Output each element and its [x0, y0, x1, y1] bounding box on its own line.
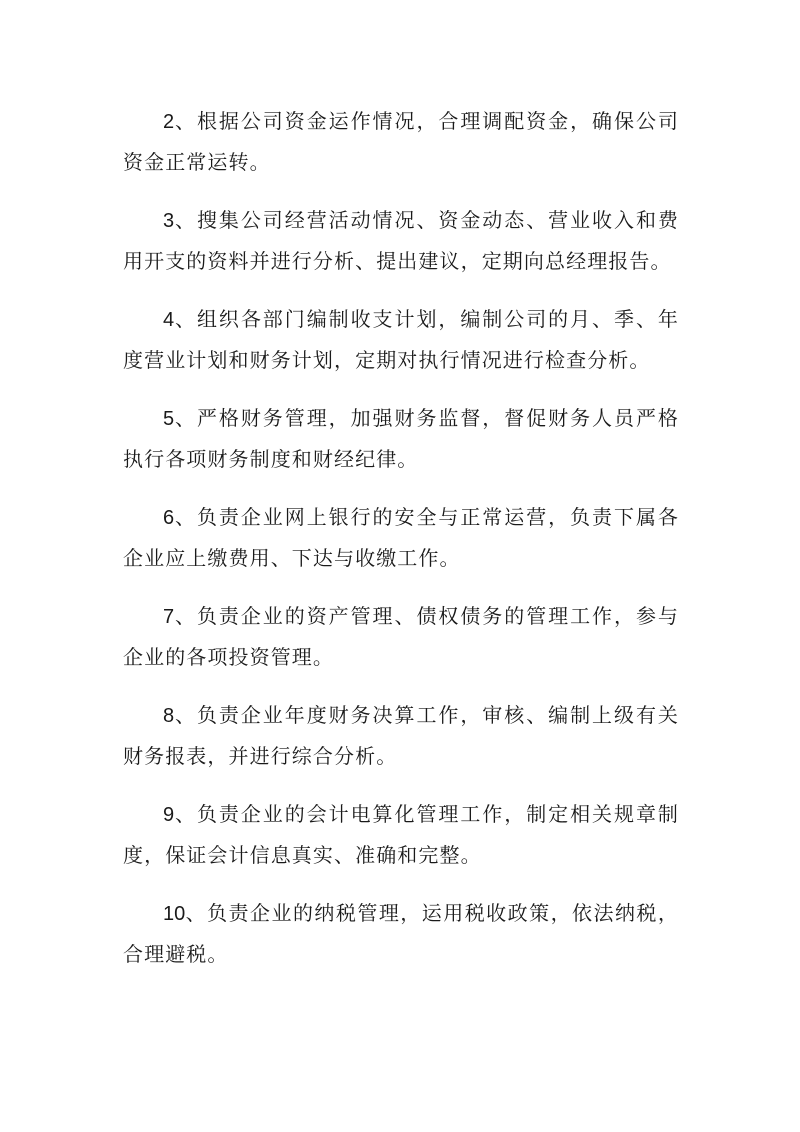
item-separator: 、 [174, 406, 197, 430]
duty-item-8 [123, 695, 679, 776]
item-number: 7 [163, 606, 175, 628]
item-number: 2 [163, 111, 175, 133]
duty-item-5 [123, 398, 679, 479]
item-number: 5 [163, 408, 175, 430]
item-text: 负责企业的资产管理、债权债务的管理工作，参与企业的各项投资管理。 [123, 604, 679, 669]
item-number: 9 [163, 804, 175, 826]
item-number: 8 [163, 705, 175, 727]
item-text: 负责企业的纳税管理，运用税收政策，依法纳税，合理避税。 [123, 901, 679, 966]
item-text: 根据公司资金运作情况，合理调配资金，确保公司资金正常运转。 [123, 109, 679, 174]
document-body [123, 101, 679, 992]
duty-item-3 [123, 200, 679, 281]
item-number: 4 [163, 309, 175, 331]
item-number: 3 [163, 210, 175, 232]
item-separator: 、 [174, 208, 197, 232]
duty-item-4 [123, 299, 679, 380]
duty-item-10 [123, 893, 679, 974]
item-separator: 、 [174, 109, 197, 133]
item-separator: 、 [174, 505, 197, 529]
item-text: 负责企业网上银行的安全与正常运营，负责下属各企业应上缴费用、下达与收缴工作。 [123, 505, 679, 570]
item-text: 组织各部门编制收支计划，编制公司的月、季、年度营业计划和财务计划，定期对执行情况进行检查分析。 [123, 307, 679, 372]
duty-item-9 [123, 794, 679, 875]
item-separator: 、 [185, 901, 208, 925]
item-text: 负责企业的会计电算化管理工作，制定相关规章制度，保证会计信息真实、准确和完整。 [123, 802, 679, 867]
item-separator: 、 [174, 703, 197, 727]
item-text: 严格财务管理，加强财务监督，督促财务人员严格执行各项财务制度和财经纪律。 [123, 406, 679, 471]
item-text: 负责企业年度财务决算工作，审核、编制上级有关财务报表，并进行综合分析。 [123, 703, 679, 768]
item-text: 搜集公司经营活动情况、资金动态、营业收入和费用开支的资料并进行分析、提出建议，定期向总经理报告。 [123, 208, 679, 273]
duty-item-7 [123, 596, 679, 677]
duty-item-6 [123, 497, 679, 578]
item-number: 6 [163, 507, 175, 529]
item-separator: 、 [174, 307, 197, 331]
item-number: 10 [163, 903, 186, 925]
item-separator: 、 [174, 604, 197, 628]
duty-item-2 [123, 101, 679, 182]
item-separator: 、 [174, 802, 197, 826]
